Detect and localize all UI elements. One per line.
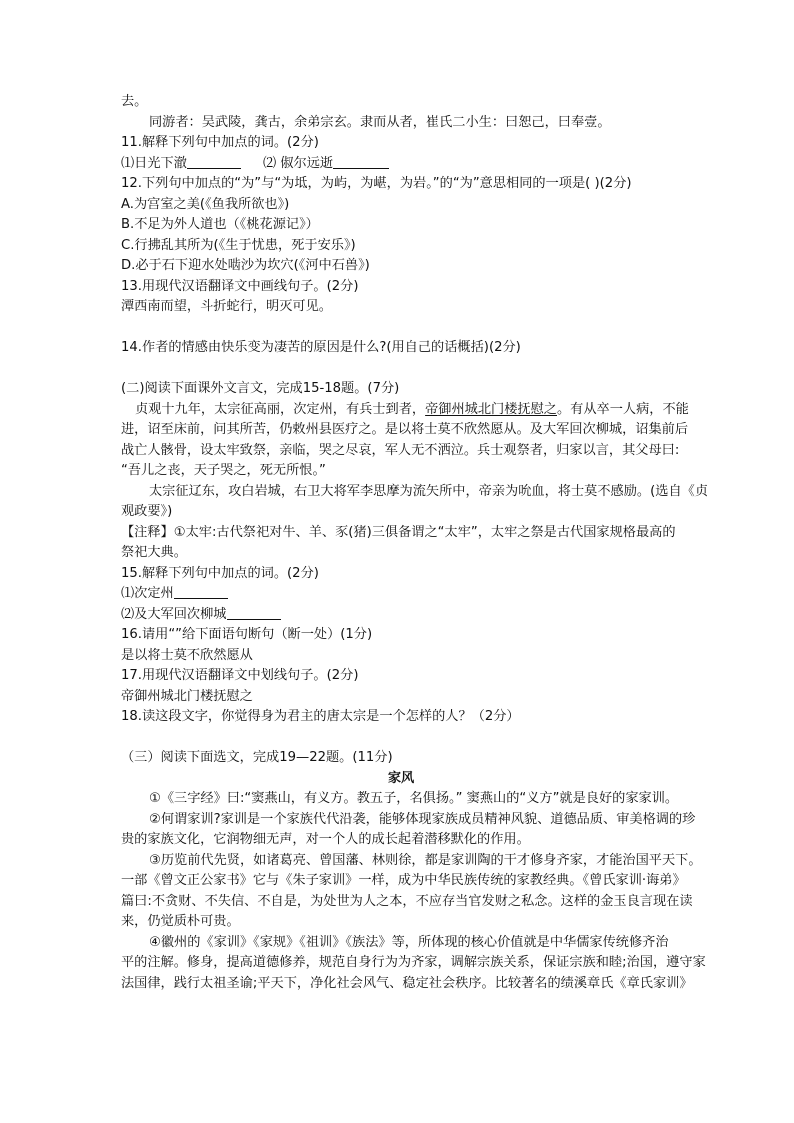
text-line: 去。 — [121, 94, 148, 109]
text-line: 同游者：吴武陵，龚古，余弟宗玄。隶而从者，崔氏二小生：曰恕己，曰奉壹。 — [149, 114, 611, 130]
underlined-sentence: 帝御州城北门楼抚慰之 — [425, 401, 557, 417]
text-line: 太宗征辽东，攻白岩城，右卫大将军李思摩为流矢所中，帝亲为吮血，将士莫不感励。(选自《贞 — [149, 483, 709, 499]
question-18: 18.读这段文字，你觉得身为君主的唐太宗是一个怎样的人？（2分） — [121, 709, 520, 724]
annotation: 【注释】①太牢:古代祭祀对牛、羊、豕(猪)三俱备谓之“太牢”，太牢之祭是古代国家规格最高的 — [121, 524, 676, 540]
section-3-heading: （三）阅读下面选文，完成19—22题。(11分) — [121, 750, 393, 765]
paragraph-3: ③历览前代先贤，如诸葛亮、曾国藩、林则徐，都是家训陶的干才修身齐家，才能治国平天下。 — [149, 852, 702, 868]
question-13: 13.用现代汉语翻译文中画线句子。(2分) — [121, 278, 359, 294]
text-span: 。有从卒一人病，不能 — [557, 401, 689, 417]
question-15-item — [121, 605, 701, 626]
answer-blank — [227, 605, 281, 620]
text-line: 进，诏至床前，问其所苦，仍敕州县医疗之。是以将士莫不欣然愿从。及大军回次柳城，诏集前后 — [121, 422, 689, 437]
option-d: D.必于石下迎水处啮沙为坎穴(《河中石兽》) — [121, 258, 370, 273]
item-text: ⑵及大军回次柳城 — [121, 606, 227, 622]
text-line: 一部《曾文正公家书》它与《朱子家训》一样，成为中华民族传统的家教经典。《曾氏家训·诲弟》 — [121, 873, 686, 888]
text-line: 来，仍觉质朴可贵。 — [121, 914, 240, 929]
document-body — [121, 92, 709, 994]
item-text: ⑴次定州 — [121, 586, 174, 601]
question-15: 15.解释下列句中加点的词。(2分) — [121, 565, 319, 581]
text-line: 贵的家族文化，它润物细无声，对一个人的成长起着潜移默化的作用。 — [121, 832, 530, 847]
text-line — [121, 400, 701, 421]
text-line: 观政要》) — [121, 504, 173, 519]
question-12: 12.下列句中加点的“为”与“为坻，为屿，为嵁，为岩。”的“为”意思相同的一项是( )(2分) — [121, 176, 632, 191]
text-span: 贞观十九年，太宗征高丽，次定州，有兵士到者， — [135, 401, 426, 417]
annotation: 祭祀大典。 — [121, 545, 187, 560]
text-line: “吾儿之丧，天子哭之，死无所恨。” — [121, 463, 326, 478]
answer-blank — [333, 154, 389, 169]
text-line: 潭西南而望，斗折蛇行，明灭可见。 — [121, 299, 332, 314]
question-14: 14.作者的情感由快乐变为凄苦的原因是什么?(用自己的话概括)(2分) — [121, 340, 521, 355]
answer-blank — [187, 154, 241, 169]
option-c: C.行拂乱其所为(《生于忧患，死于安乐》) — [121, 237, 356, 253]
question-17: 17.用现代汉语翻译文中划线句子。(2分) — [121, 668, 359, 683]
text-line: 法国律，践行太祖圣谕;平天下，净化社会风气、稳定社会秩序。比较著名的绩溪章氏《章氏家训》 — [121, 975, 693, 991]
text-line: 是以将士莫不欣然愿从 — [121, 647, 253, 663]
paragraph-4: ④徽州的《家训》《家规》《祖训》《族法》等，所体现的核心价值就是中华儒家传统修齐治 — [149, 934, 669, 950]
item-text: ⑴日光下澈 — [121, 155, 187, 171]
option-b: B.不足为外人道也（《桃花源记》） — [121, 217, 319, 232]
text-line: 平的注解。修身，提高道德修养，规范自身行为为齐家，调解宗族关系，保证宗族和睦;治国，遵守家 — [121, 955, 706, 970]
item-text: ⑵ 俶尔远逝 — [262, 155, 334, 171]
paragraph-2: ②何谓家训?家训是一个家族代代沿袭，能够体现家族成员精神风貌、道德品质、审美格调的珍 — [149, 811, 696, 827]
question-15-item — [121, 584, 701, 605]
question-16: 16.请用“”给下面语句断句（断一处）(1分) — [121, 627, 373, 642]
article-title: 家风 — [387, 770, 415, 786]
answer-blank — [174, 584, 228, 599]
option-a: A.为宫室之美(《鱼我所欲也》) — [121, 196, 290, 212]
section-2-heading: (二)阅读下面课外文言文，完成15-18题。(7分) — [121, 381, 400, 396]
text-line: 帝御州城北门楼抚慰之 — [121, 688, 253, 704]
question-11: 11.解释下列句中加点的词。(2分) — [121, 135, 319, 150]
text-line: 篇曰:不贪财、不失信、不自是，为处世为人之本，不应存当官发财之私念。这样的金玉良言现在读 — [121, 893, 693, 909]
paragraph-1: ①《三字经》曰:“窦燕山，有义方。教五子，名俱扬。” 窦燕山的“义方”就是良好的家家训。 — [149, 791, 679, 806]
text-line: 战亡人骸骨，设太牢致祭，亲临，哭之尽哀，军人无不洒泣。兵士观祭者，归家以言，其父母曰: — [121, 442, 680, 458]
question-11-items — [121, 154, 701, 175]
